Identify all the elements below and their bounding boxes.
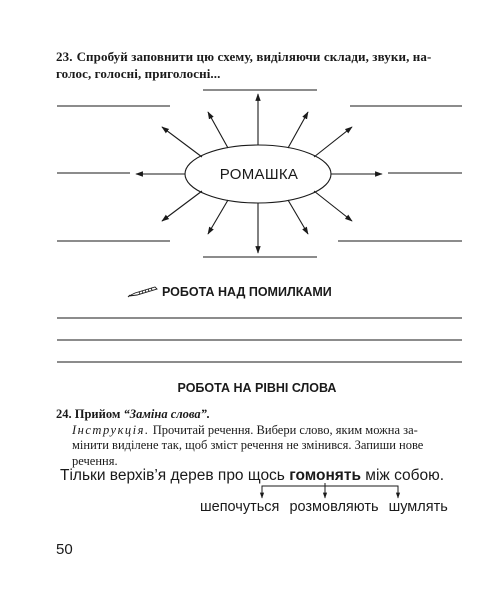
pen-icon [127, 285, 159, 299]
word-options [200, 499, 454, 515]
arrow-up-left-shallow [162, 127, 202, 157]
option-2[interactable]: розмовляють [289, 499, 379, 515]
option-1[interactable]: шепочуться [200, 499, 280, 515]
arrow-up-left-steep [208, 112, 228, 148]
task-23-line-2: голос, голосні, приголосні... [56, 66, 221, 81]
instruction-line-1 [56, 423, 470, 439]
task-24-title-name: “Заміна слова”. [123, 407, 211, 421]
word-level-heading: РОБОТА НА РІВНІ СЛОВА [177, 381, 337, 395]
task-24-title [56, 407, 470, 423]
task-24-title-prefix: Прийом [74, 407, 121, 421]
sentence-after: між собою. [360, 467, 445, 484]
writing-lines [0, 300, 496, 370]
task-24-number: 24. [56, 407, 72, 421]
arrow-down-right-steep [288, 200, 308, 234]
arrow-down-left-steep [208, 200, 228, 234]
task-24 [56, 407, 470, 469]
instruction-line-1-text: Прочитай речення. Вибери слово, яким можна за- [149, 422, 418, 437]
page-number: 50 [56, 541, 73, 558]
center-label: РОМАШКА [219, 166, 299, 183]
arrow-down-right-shallow [314, 191, 352, 221]
arrow-up-right-shallow [314, 127, 352, 157]
task-23-number: 23. [56, 49, 73, 64]
arrow-to-option-3 [325, 486, 398, 498]
sentence-before: Тільки верхів’я дерев про щось [60, 467, 290, 484]
arrow-to-option-1 [262, 483, 325, 498]
instruction-line-3: речення. [72, 453, 118, 468]
sentence-highlight-word: гомонять [289, 467, 361, 484]
instruction-label: Інструкція. [72, 422, 150, 437]
instruction-line-2: мінити виділене так, щоб зміст речення не змінився. Запиши нове [72, 438, 424, 452]
task-23-line-1-text: Спробуй заповнити цю схему, виділяючи склади, звуки, на- [76, 49, 432, 64]
arrow-up-right-steep [288, 112, 308, 148]
arrow-down-left-shallow [162, 191, 202, 221]
errors-heading: РОБОТА НАД ПОМИЛКАМИ [162, 285, 332, 299]
option-3[interactable]: шумлять [388, 499, 448, 515]
